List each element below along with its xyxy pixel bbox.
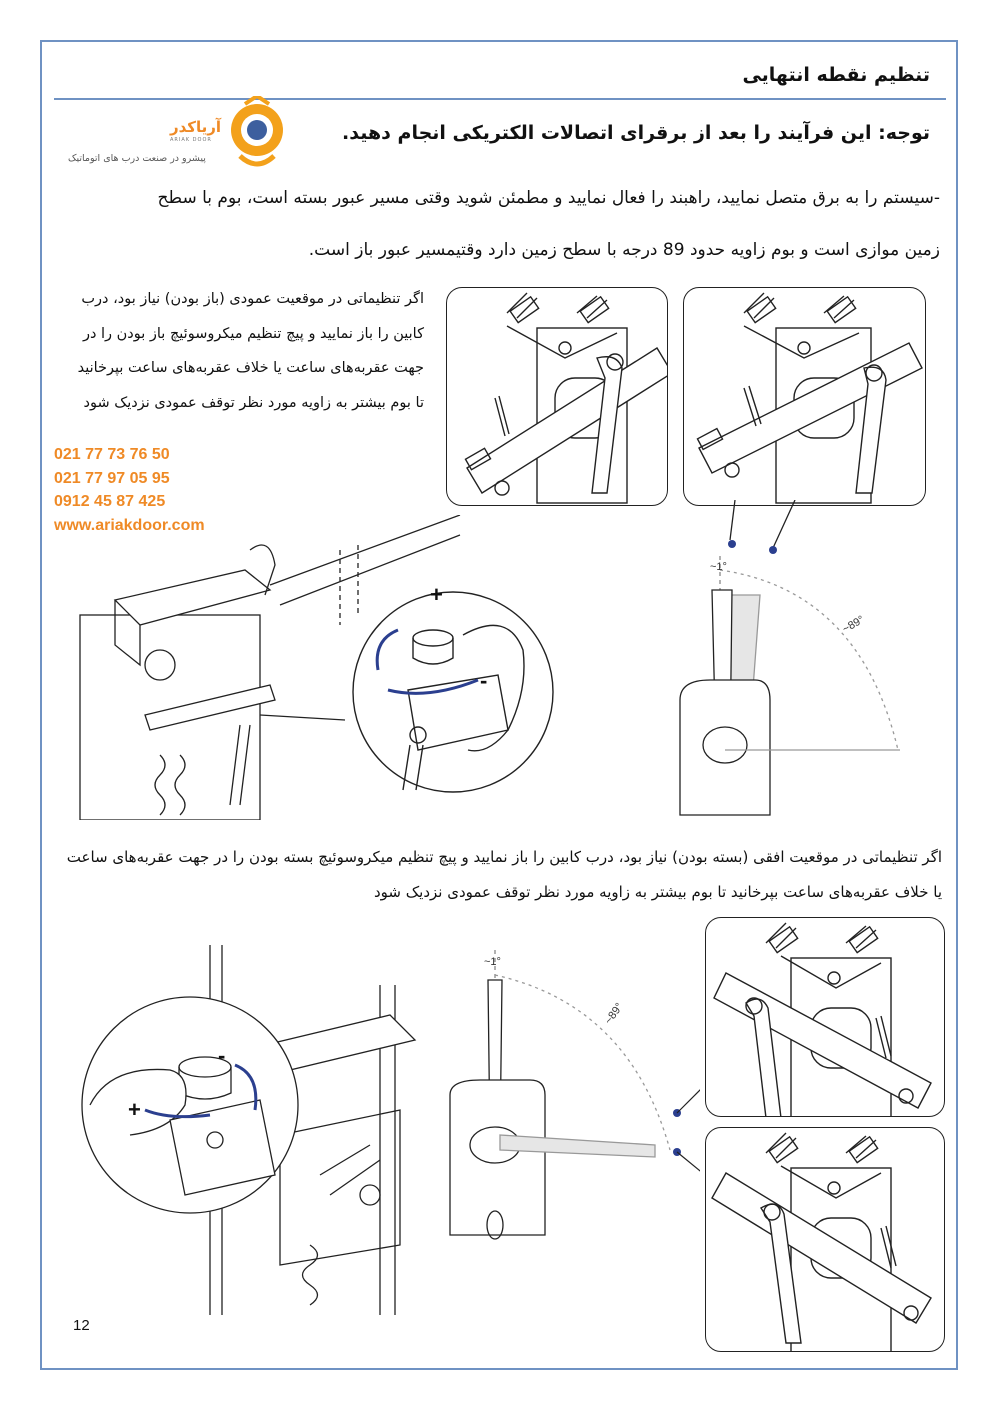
horizontal-adjust-paragraph: اگر تنظیماتی در موقعیت افقی (بسته بودن) نیاز بود، درب کابین را باز نمایید و پیچ تنظیم میکروسوئیچ بسته بودن را در جهت عقربه‌های ساعت یا خلاف عقربه‌های ساعت بپرخانید تا بوم بیشتر به زاویه مورد نظر توقف عمودی نزدیک شود <box>66 848 942 901</box>
screw-adjust-closeup-top <box>348 580 558 805</box>
phone-2: 021 77 97 05 95 <box>54 469 170 487</box>
angle-label-89-degree: ~89° <box>602 1000 626 1027</box>
logo-brand-en: ARIAK DOOR <box>170 137 212 143</box>
microswitch-detail-illustration <box>706 1128 945 1352</box>
logo-brand-text: آریاکدر <box>170 118 222 136</box>
intro-line-1: -سیستم را به برق متصل نمایید، راهبند را فعال نمایید و مطمئن شوید وقتی مسیر عبور بسته است، بوم با سطح <box>157 188 940 208</box>
barrier-cabinet-illustration-bottom <box>70 945 440 1315</box>
minus-icon: - <box>480 668 488 693</box>
page-number: 12 <box>73 1317 90 1334</box>
logo-tagline: پیشرو در صنعت درب های اتوماتیک <box>68 153 206 164</box>
detail-panel-open-b <box>683 287 926 506</box>
intro-line-2: زمین موازی است و بوم زاویه حدود 89 درجه با سطح زمین دارد وقتیمسیر عبور باز است. <box>308 240 940 260</box>
plus-icon: + <box>128 1097 141 1122</box>
phone-1: 021 77 73 76 50 <box>54 446 170 463</box>
minus-icon: - <box>218 1043 226 1068</box>
marker-dot-icon <box>728 540 736 548</box>
microswitch-detail-illustration <box>706 918 945 1117</box>
microswitch-detail-illustration <box>447 288 668 506</box>
vertical-adjust-paragraph: اگر تنظیماتی در موقعیت عمودی (باز بودن) نیاز بود، درب کابین را باز نمایید و پیچ تنظیم میکروسوئیچ باز بودن را در جهت عقربه‌های ساعت یا خلاف عقربه‌های ساعت بپرخانید تا بوم بیشتر به زاویه مورد نظر توقف عمودی نزدیک شود <box>77 291 424 411</box>
phone-3: 0912 45 87 425 <box>54 493 166 510</box>
website: www.ariakdoor.com <box>54 516 205 534</box>
microswitch-detail-illustration <box>684 288 926 506</box>
angle-label-1-degree: ~1° <box>710 561 727 573</box>
angle-label-1-degree: ~1° <box>484 956 501 968</box>
intro-paragraph <box>64 172 940 276</box>
plus-icon: + <box>430 582 443 607</box>
detail-panel-closed-a <box>705 917 945 1117</box>
note-warning: توجه: این فرآیند را بعد از برقرای اتصالات الکتریکی انجام دهید. <box>342 122 930 144</box>
angle-label-89-degree: ~89° <box>840 613 867 636</box>
detail-panel-open-a <box>446 287 668 506</box>
open-angle-diagram <box>660 500 960 830</box>
marker-dot-icon <box>769 546 777 554</box>
closed-angle-diagram <box>440 945 700 1245</box>
detail-panel-closed-b <box>705 1127 945 1352</box>
page-title: تنظیم نقطه انتهایی <box>742 64 930 86</box>
company-logo <box>62 96 294 174</box>
